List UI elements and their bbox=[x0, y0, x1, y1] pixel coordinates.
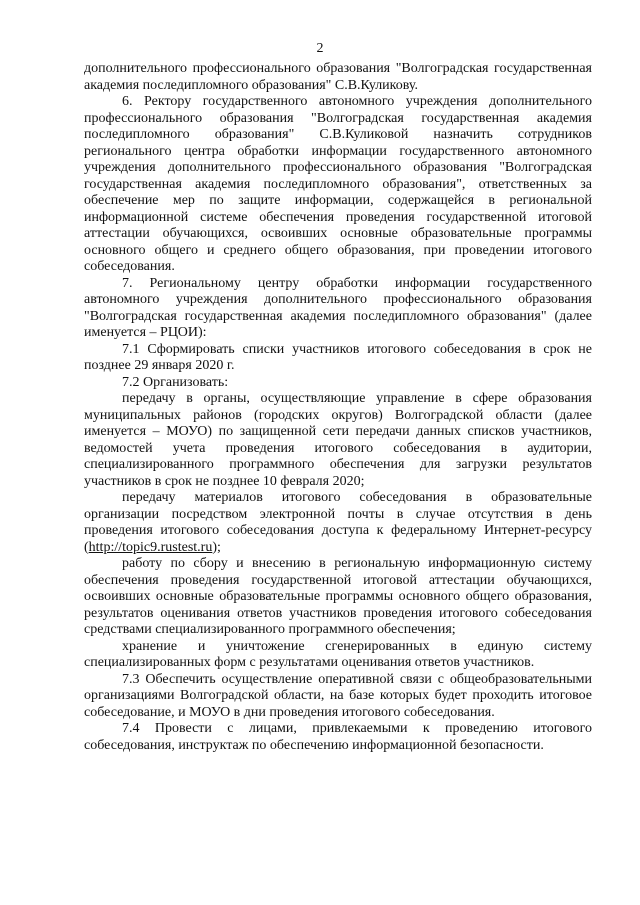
paragraph-collecting-results: работу по сбору и внесению в региональную информационную систему обеспечения проведения государственной итоговой аттестации обучающихся, освоивших основные образовательные программы основного общего образования, результатов оценивания ответов участников проведения итогового собеседования средствами специализированного программного обеспечения; bbox=[84, 556, 592, 637]
paragraph-item-7-4: 7.4 Провести с лицами, привлекаемыми к проведению итогового собеседования, инструктаж по обеспечению информационной безопасности. bbox=[84, 721, 592, 753]
paragraph-storage-destruction: хранение и уничтожение сгенерированных в единую систему специализированных форм с результатами оценивания ответов участников. bbox=[84, 638, 592, 670]
paragraph-continuation: дополнительного профессионального образования "Волгоградская государственная академия последипломного образования" С.В.Куликову. bbox=[84, 61, 592, 93]
paragraph-transfer-materials-text: передачу материалов итогового собеседования в образовательные организации посредством электронной почты в случае отсутствия в день проведения итогового собеседования доступа к федеральному Интернет-ресурсу ( bbox=[84, 490, 592, 555]
paragraph-transfer-materials bbox=[84, 490, 592, 556]
paragraph-item-7-3: 7.3 Обеспечить осуществление оперативной связи с общеобразовательными организациями Волгоградской области, на базе которых будет проходить итоговое собеседование, и МОУО в дни проведения итогового собеседования. bbox=[84, 671, 592, 720]
paragraph-item-7-2: 7.2 Организовать: bbox=[122, 374, 229, 390]
paragraph-transfer-materials-tail: ); bbox=[212, 539, 221, 555]
paragraph-item-7-1: 7.1 Сформировать списки участников итогового собеседования в срок не позднее 29 января 2020 г. bbox=[84, 341, 592, 373]
paragraph-transfer-to-mouo: передачу в органы, осуществляющие управление в сфере образования муниципальных районов (городских округов) Волгоградской области (далее именуется – МОУО) по защищенной сети передачи данных списков участников, ведомостей учета проведения итогового собеседования в аудитории, специализированного программного обеспечения для загрузки результатов участников в срок не позднее 10 февраля 2020; bbox=[84, 391, 592, 489]
paragraph-item-6: 6. Ректору государственного автономного учреждения дополнительного профессионального образования "Волгоградская государственная академия последипломного образования" С.В.Куликовой назначить сотрудников регионального центра обработки информации государственного автономного учреждения дополнительного профессионального образования "Волгоградская государственная академия последипломного образования", ответственных за обеспечение мер по защите информации, содержащейся в региональной информационной системе обеспечения проведения государственной итоговой аттестации обучающихся, освоивших основные образовательные программы основного общего и среднего общего образования, при проведении итогового собеседования. bbox=[84, 94, 592, 274]
document-body bbox=[84, 61, 592, 754]
resource-link[interactable]: http://topic9.rustest.ru bbox=[88, 539, 213, 555]
page-number: 2 bbox=[316, 41, 324, 56]
paragraph-item-7: 7. Региональному центру обработки информации государственного автономного учреждения дополнительного профессионального образования "Волгоградская государственная академия последипломного образования" (далее именуется – РЦОИ): bbox=[84, 275, 592, 340]
